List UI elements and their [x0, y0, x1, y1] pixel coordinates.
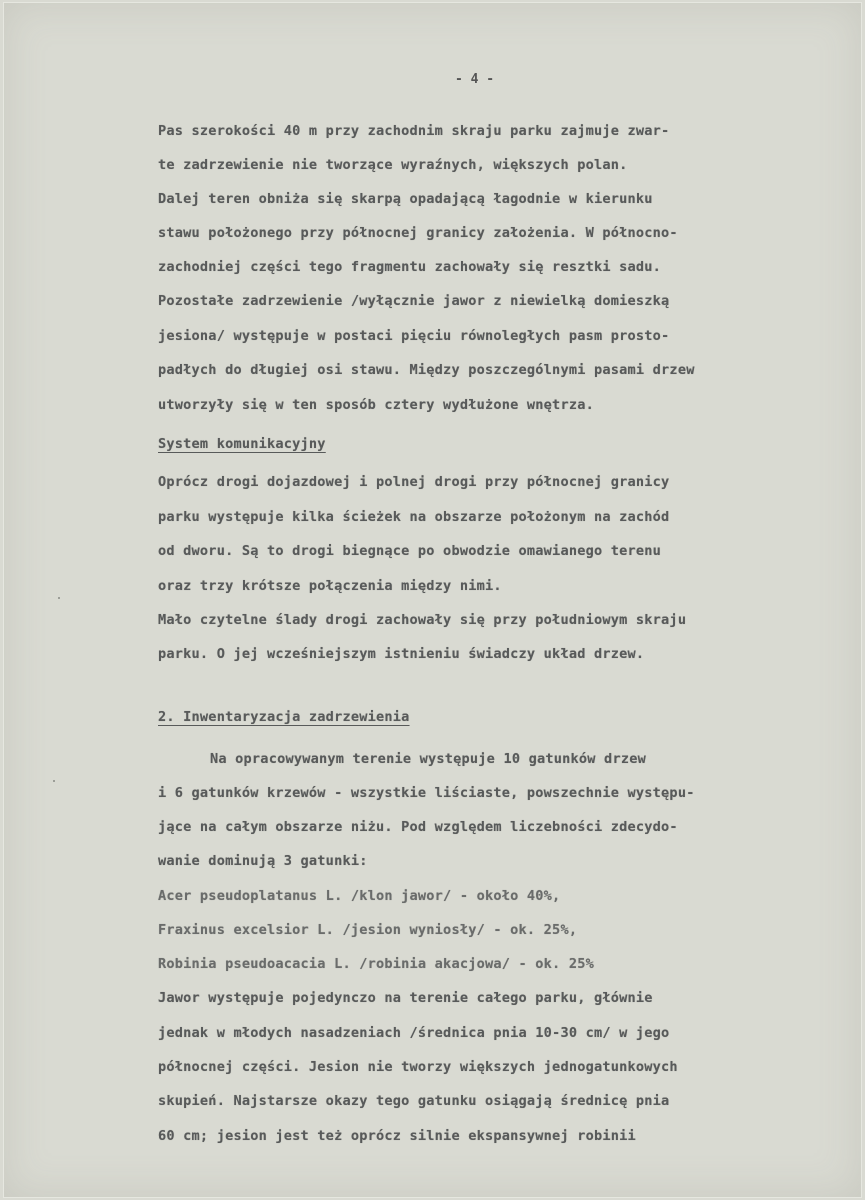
text-line: parku. O jej wcześniejszym istnieniu świadczy układ drzew. — [158, 646, 645, 662]
text-line: jące na całym obszarze niżu. Pod względem liczebności zdecydo- — [158, 819, 678, 835]
text-line: padłych do długiej osi stawu. Między poszczególnymi pasami drzew — [158, 362, 695, 378]
text-line: Na opracowywanym terenie występuje 10 gatunków drzew — [210, 751, 646, 767]
text-line: zachodniej części tego fragmentu zachowały się resztki sadu. — [158, 259, 662, 275]
text-line: Oprócz drogi dojazdowej i polnej drogi przy północnej granicy — [158, 474, 670, 490]
text-line: utworzyły się w ten sposób cztery wydłużone wnętrza. — [158, 397, 594, 413]
text-line: Pas szerokości 40 m przy zachodnim skraju parku zajmuje zwar- — [158, 123, 670, 139]
section-heading: System komunikacyjny — [158, 436, 326, 452]
text-line: stawu położonego przy północnej granicy założenia. W północno- — [158, 225, 678, 241]
text-line: północnej części. Jesion nie tworzy większych jednogatunkowych — [158, 1059, 678, 1075]
text-line: parku występuje kilka ścieżek na obszarze położonym na zachód — [158, 509, 670, 525]
text-line: Pozostałe zadrzewienie /wyłącznie jawor z niewielką domieszką — [158, 293, 670, 309]
text-line: od dworu. Są to drogi biegnące po obwodzie omawianego terenu — [158, 543, 662, 559]
text-line: jesiona/ występuje w postaci pięciu równoległych pasm prosto- — [158, 328, 670, 344]
text-line: skupień. Najstarsze okazy tego gatunku osiągają średnicę pnia — [158, 1093, 670, 1109]
text-line: 60 cm; jesion jest też oprócz silnie ekspansywnej robinii — [158, 1128, 636, 1144]
paper-edge — [3, 2, 862, 1198]
species-line: Acer pseudoplatanus L. /klon jawor/ - około 40%, — [158, 888, 561, 904]
text-line: wanie dominują 3 gatunki: — [158, 853, 368, 869]
text-line: Dalej teren obniża się skarpą opadającą łagodnie w kierunku — [158, 191, 653, 207]
text-line: i 6 gatunków krzewów - wszystkie liściaste, powszechnie występu- — [158, 785, 695, 801]
species-line: Fraxinus excelsior L. /jesion wyniosły/ - ok. 25%, — [158, 922, 578, 938]
paper-speck — [58, 597, 60, 599]
page-number: - 4 - — [455, 72, 495, 87]
text-line: Mało czytelne ślady drogi zachowały się przy południowym skraju — [158, 612, 687, 628]
section-heading: 2. Inwentaryzacja zadrzewienia — [158, 709, 410, 725]
text-line: jednak w młodych nasadzeniach /średnica pnia 10-30 cm/ w jego — [158, 1025, 670, 1041]
text-line: te zadrzewienie nie tworzące wyraźnych, większych polan. — [158, 157, 628, 173]
text-line: oraz trzy krótsze połączenia między nimi. — [158, 578, 502, 594]
paper-speck — [53, 780, 55, 782]
text-line: Jawor występuje pojedynczo na terenie całego parku, głównie — [158, 990, 653, 1006]
species-line: Robinia pseudoacacia L. /robinia akacjowa/ - ok. 25% — [158, 956, 594, 972]
